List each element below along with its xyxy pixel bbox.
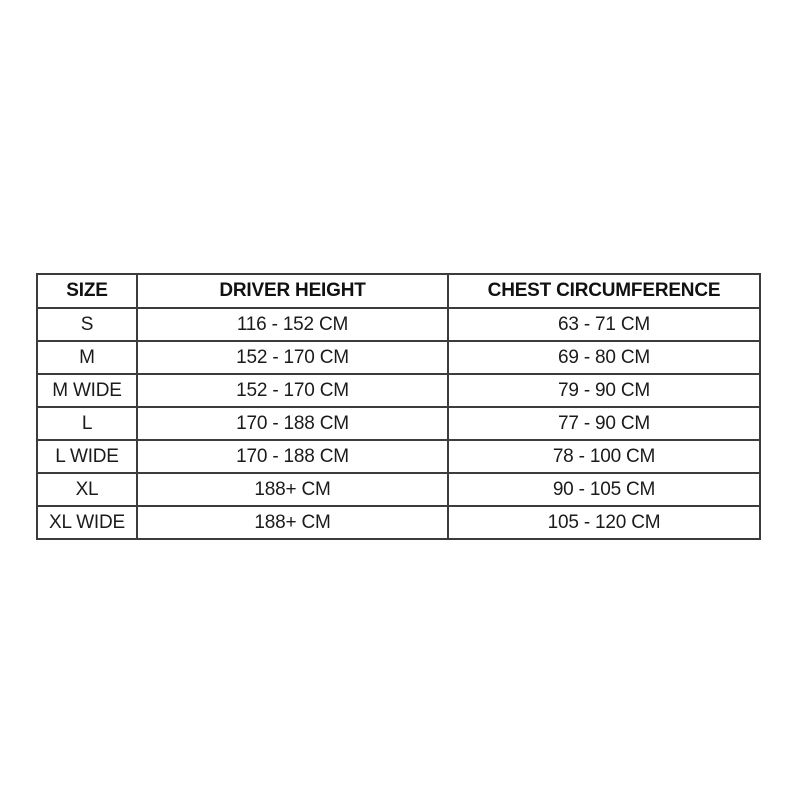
header-row	[37, 274, 760, 308]
size-cell: XL	[37, 473, 137, 506]
table-row	[37, 341, 760, 374]
driver-height-cell: 170 - 188 CM	[137, 440, 448, 473]
table-row	[37, 407, 760, 440]
column-header-size: SIZE	[37, 274, 137, 308]
driver-height-cell: 116 - 152 CM	[137, 308, 448, 341]
chest-circumference-cell: 105 - 120 CM	[448, 506, 760, 539]
chest-circumference-cell: 78 - 100 CM	[448, 440, 760, 473]
table-row	[37, 374, 760, 407]
size-cell: S	[37, 308, 137, 341]
table-row	[37, 308, 760, 341]
chest-circumference-cell: 90 - 105 CM	[448, 473, 760, 506]
chest-circumference-cell: 63 - 71 CM	[448, 308, 760, 341]
column-header-chest-circumference: CHEST CIRCUMFERENCE	[448, 274, 760, 308]
size-cell: M WIDE	[37, 374, 137, 407]
chest-circumference-cell: 79 - 90 CM	[448, 374, 760, 407]
column-header-driver-height: DRIVER HEIGHT	[137, 274, 448, 308]
size-cell: L	[37, 407, 137, 440]
chest-circumference-cell: 77 - 90 CM	[448, 407, 760, 440]
size-chart-table	[36, 273, 761, 540]
size-cell: M	[37, 341, 137, 374]
size-cell: L WIDE	[37, 440, 137, 473]
table-row	[37, 473, 760, 506]
table-row	[37, 440, 760, 473]
driver-height-cell: 188+ CM	[137, 506, 448, 539]
driver-height-cell: 152 - 170 CM	[137, 341, 448, 374]
table-row	[37, 506, 760, 539]
driver-height-cell: 170 - 188 CM	[137, 407, 448, 440]
chest-circumference-cell: 69 - 80 CM	[448, 341, 760, 374]
driver-height-cell: 152 - 170 CM	[137, 374, 448, 407]
size-cell: XL WIDE	[37, 506, 137, 539]
driver-height-cell: 188+ CM	[137, 473, 448, 506]
